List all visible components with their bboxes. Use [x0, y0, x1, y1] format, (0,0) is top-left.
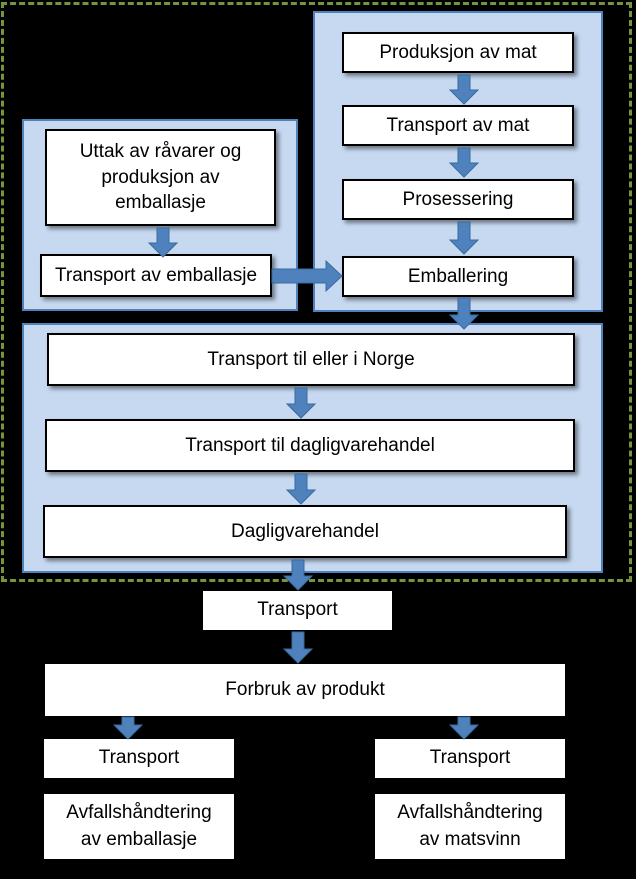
node-transport-til-dagligvarehandel: Transport til dagligvarehandel	[45, 419, 575, 472]
node-avfallshandtering-matsvinn: Avfallshåndtering av matsvinn	[375, 794, 565, 859]
arrow-down-icon	[114, 717, 142, 739]
node-transport-forbruker: Transport	[203, 591, 392, 630]
node-transport-til-norge: Transport til eller i Norge	[47, 333, 575, 386]
node-dagligvarehandel: Dagligvarehandel	[43, 505, 567, 558]
node-transport-avfall-matsvinn: Transport	[375, 739, 565, 778]
node-prosessering: Prosessering	[342, 179, 574, 220]
node-forbruk-av-produkt: Forbruk av produkt	[45, 664, 565, 716]
arrow-down-icon	[287, 388, 315, 418]
arrow-down-icon	[450, 298, 478, 329]
node-emballering: Emballering	[342, 256, 574, 297]
node-produksjon-av-mat: Produksjon av mat	[342, 32, 574, 73]
node-transport-av-mat: Transport av mat	[342, 105, 574, 146]
arrow-down-icon	[450, 148, 478, 177]
arrow-down-icon	[450, 717, 478, 739]
arrow-down-icon	[450, 75, 478, 104]
node-transport-av-emballasje: Transport av emballasje	[40, 254, 272, 297]
arrow-down-icon	[450, 222, 478, 254]
arrow-right-icon	[272, 261, 342, 291]
arrow-down-icon	[149, 228, 177, 257]
node-transport-avfall-emballasje: Transport	[44, 739, 234, 778]
node-avfallshandtering-emballasje: Avfallshåndtering av emballasje	[44, 794, 234, 859]
arrow-down-icon	[287, 474, 315, 504]
node-uttak-av-ravarer: Uttak av råvarer og produksjon av emballasje	[45, 129, 276, 226]
arrow-down-icon	[284, 632, 312, 663]
arrow-down-icon	[284, 560, 312, 590]
